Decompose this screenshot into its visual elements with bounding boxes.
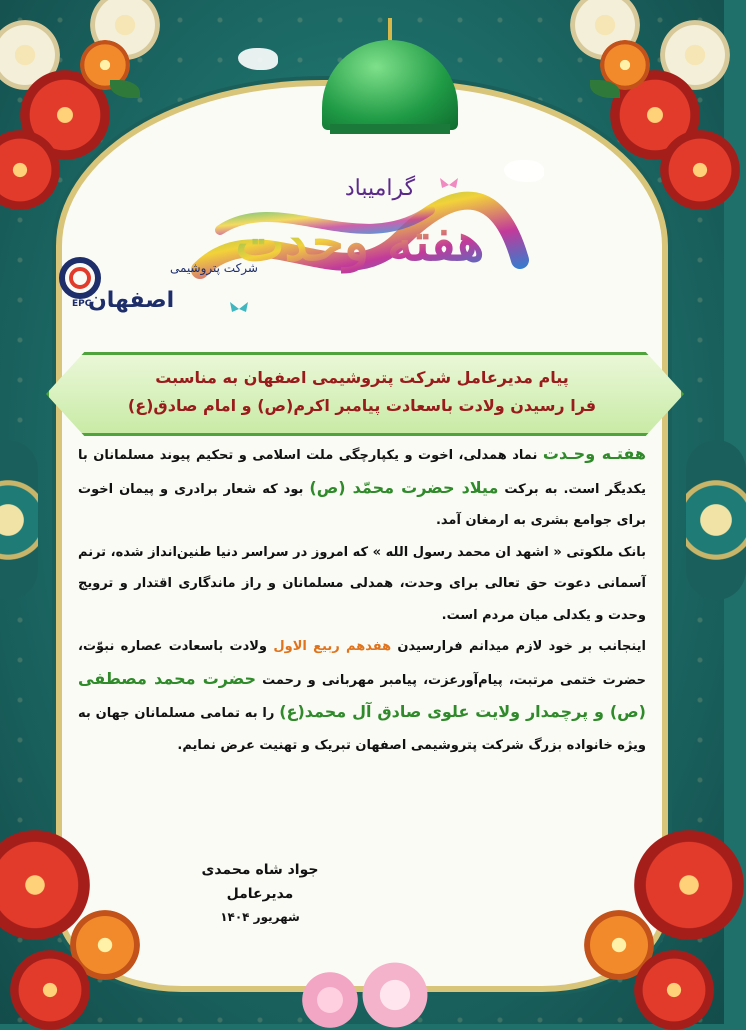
logo-company-top: شرکت پتروشیمی <box>170 261 258 275</box>
right-ornament <box>686 440 746 600</box>
highlight-names: حضرت محمد مصطفی (ص) و پرچمدار ولایت علوی صادق آل محمد(ع) <box>78 668 646 721</box>
flower-red <box>10 950 90 1030</box>
paragraph-1 <box>78 438 646 537</box>
highlight-date: هفدهم ربیع الاول <box>273 639 392 654</box>
logo-abbr: EPC <box>72 299 92 309</box>
butterfly-icon <box>228 300 250 318</box>
title-banner <box>46 352 684 436</box>
calligraphy-sub: گرامیباد <box>344 176 416 201</box>
paragraph-text: را به تمامی مسلمانان جهان به ویژه خانواده بزرگ شرکت پتروشیمی اصفهان تبریک و تهنیت عرض نمایم. <box>78 706 646 753</box>
message-body <box>78 438 646 761</box>
flower-red <box>634 950 714 1030</box>
paragraph-text: ولادت باسعادت عصاره نبوّت، حضرت ختمی مرتبت، پیام‌آورعزت، پیامبر مهربانی و رحمت <box>78 639 646 688</box>
signature-title: مدیرعامل <box>226 886 294 902</box>
paragraph-text: بود که شعار برادری و پیمان اخوت برای جوامع بشری به ارمغان آمد. <box>78 481 646 528</box>
flower-red <box>660 130 740 210</box>
flower-red <box>634 830 744 940</box>
paragraph-3 <box>78 631 646 761</box>
flower-pink <box>360 960 430 1030</box>
calligraphy-main: هفته وحدت <box>235 212 485 273</box>
logo-company-name: اصفهان <box>88 288 175 313</box>
dove-icon <box>238 48 278 70</box>
calligraphy-title <box>180 150 540 320</box>
dome-base <box>330 124 450 134</box>
butterfly-icon <box>438 176 460 194</box>
left-ornament <box>0 440 38 600</box>
highlight-unity-week: هفتـه وحـدت <box>542 444 647 463</box>
highlight-prophet-birth: میلاد حضرت محمّد (ص) <box>309 477 499 497</box>
banner-line-1: پیام مدیرعامل شرکت پتروشیمی اصفهان به مناسبت <box>155 368 569 387</box>
paragraph-text: اینجانب بر خود لازم میدانم فرارسیدن <box>391 639 646 654</box>
paragraph-text: نماد همدلی، اخوت و یکپارچگی ملت اسلامی و تحکیم پیوند مسلمانان با یکدیگر است. به برکت <box>78 448 646 497</box>
flower-pink <box>300 970 360 1030</box>
paragraph-2: بانک ملکوتی « اشهد ان محمد رسول الله » که امروز در سراسر دنیا طنین‌انداز شده، ترنم آسمانی دعوت حق تعالی برای وحدت، همدلی مسلمانان و راز ماندگاری اقتدار و ترویج وحدت و یکدلی میان مردم است. <box>78 544 646 623</box>
signature-name: جواد شاه محمدی <box>201 862 319 878</box>
signature-date: شهریور ۱۴۰۴ <box>220 910 300 924</box>
banner-line-2: فرا رسیدن ولادت باسعادت پیامبر اکرم(ص) و امام صادق(ع) <box>127 396 597 415</box>
